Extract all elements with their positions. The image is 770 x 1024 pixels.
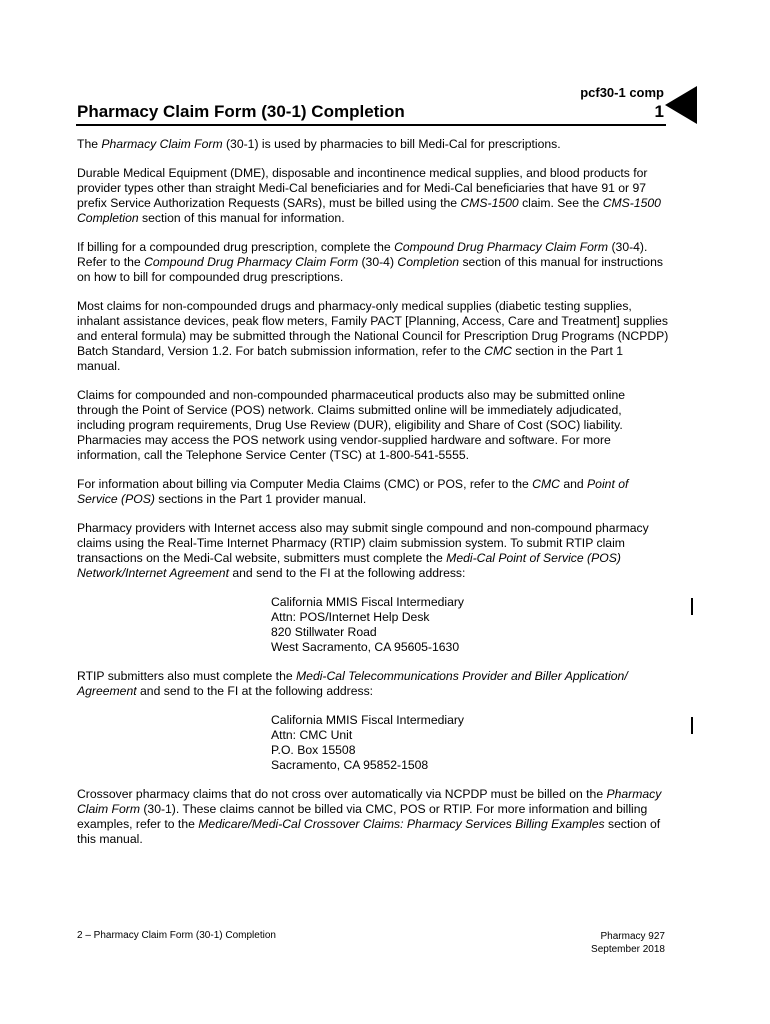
text-span: Most claims for non-compounded drugs and pharmacy-only medical supplies (diabetic testing supplies, inhalant assistance devices, peak flow meters, Family PACT [Planning, Access, Care and Treatment] supplies and enteral formula) may be submitted through the National Council for Prescription Drug Programs (NCPDP) Batch Standard, Version 1.2. For batch submission information, refer to the xyxy=(77,299,669,358)
footer-page-info xyxy=(520,930,665,956)
italic-span: Compound Drug Pharmacy Claim Form xyxy=(144,255,359,269)
body-text xyxy=(77,137,669,861)
footer-page-number: Pharmacy 927 xyxy=(600,931,665,942)
text-span: (30-1). These claims cannot be billed via CMC, POS or RTIP. For more information and billing examples, refer to the xyxy=(77,802,648,831)
italic-span: Medi-Cal Telecommunications Provider and Biller Application/ Agreement xyxy=(77,669,628,698)
address-line: West Sacramento, CA 95605-1630 xyxy=(271,640,460,654)
text-span: and send to the FI at the following address: xyxy=(228,566,466,580)
italic-span: Medi-Cal Point of Service (POS) Network/Internet Agreement xyxy=(77,551,621,580)
text-span: Durable Medical Equipment (DME), disposable and incontinence medical supplies, and blood products for provider types other than straight Medi-Cal beneficiaries and for Medi-Cal beneficiaries that have 91 or 97 prefix Service Authorization Requests (SARs), must be billed using the xyxy=(77,166,648,210)
text-span: claim. See the xyxy=(518,196,603,210)
change-bar xyxy=(691,717,693,734)
text-span: section of this manual for instructions on how to bill for compounded drug prescriptions. xyxy=(77,255,663,284)
paragraph-rtip xyxy=(77,521,669,581)
title-rule xyxy=(76,124,666,126)
text-span: The xyxy=(77,137,102,151)
text-span: and send to the FI at the following address: xyxy=(136,684,374,698)
italic-span: Compound Drug Pharmacy Claim Form xyxy=(394,240,609,254)
text-span: section in the Part 1 manual. xyxy=(77,344,624,373)
italic-span: CMC xyxy=(484,344,512,358)
paragraph-telecom xyxy=(77,669,669,699)
text-span: section of this manual for information. xyxy=(138,211,345,225)
address-line: California MMIS Fiscal Intermediary xyxy=(271,595,465,609)
change-bar xyxy=(691,598,693,615)
italic-span: CMC xyxy=(532,477,560,491)
paragraph-pos: Claims for compounded and non-compounded pharmaceutical products also may be submitted online through the Point of Service (POS) network. Claims submitted online will be immediately adjudicated, including program requirements, Drug Use Review (DUR), eligibility and Share of Cost (SOC) liability. Pharmacies may access the POS network using vendor-supplied hardware and software. For more information, call the Telephone Service Center (TSC) at 1-800-541-5555. xyxy=(77,388,626,462)
text-span: For information about billing via Computer Media Claims (CMC) or POS, refer to the xyxy=(77,477,533,491)
italic-span: Completion xyxy=(397,255,460,269)
text-span: If billing for a compounded drug prescription, complete the xyxy=(77,240,395,254)
address-line: Attn: CMC Unit xyxy=(271,728,353,742)
text-span: Pharmacy providers with Internet access also may submit single compound and non-compound pharmacy claims using the Real-Time Internet Pharmacy (RTIP) claim submission system. To submit RTIP claim transactions on the Medi-Cal website, submitters must complete the xyxy=(77,521,649,565)
italic-span: Pharmacy Claim Form xyxy=(77,787,662,816)
text-span: and xyxy=(559,477,588,491)
text-span: RTIP submitters also must complete the xyxy=(77,669,297,683)
paragraph-crossover xyxy=(77,787,669,847)
paragraph-dme xyxy=(77,166,669,226)
page-tab-arrow-icon xyxy=(665,86,697,124)
text-span: sections in the Part 1 provider manual. xyxy=(154,492,367,506)
text-span: (30-4) xyxy=(358,255,398,269)
text-span: section of this manual. xyxy=(77,817,661,846)
text-span: (30-4). Refer to the xyxy=(77,240,648,269)
footer-date: September 2018 xyxy=(591,944,665,955)
italic-span: CMS-1500 Completion xyxy=(77,196,661,225)
address-line: California MMIS Fiscal Intermediary xyxy=(271,713,465,727)
italic-span: Medicare/Medi-Cal Crossover Claims: Pharmacy Services Billing Examples xyxy=(198,817,605,831)
italic-span: Pharmacy Claim Form xyxy=(101,137,223,151)
paragraph-intro xyxy=(77,137,669,152)
address-line: 820 Stillwater Road xyxy=(271,625,377,639)
text-span: (30-1) is used by pharmacies to bill Medi-Cal for prescriptions. xyxy=(222,137,561,151)
address-pos-help-desk xyxy=(271,595,669,655)
section-number: 1 xyxy=(654,102,664,121)
italic-span: Point of Service (POS) xyxy=(77,477,629,506)
paragraph-cmc xyxy=(77,477,669,507)
address-line: Attn: POS/Internet Help Desk xyxy=(271,610,430,624)
italic-span: CMS-1500 xyxy=(460,196,519,210)
paragraph-compound xyxy=(77,240,669,285)
section-code: pcf30-1 comp xyxy=(580,85,664,100)
paragraph-ncpdp xyxy=(77,299,669,374)
page-title: Pharmacy Claim Form (30-1) Completion xyxy=(77,102,405,121)
address-cmc-unit xyxy=(271,713,669,773)
address-line: Sacramento, CA 95852-1508 xyxy=(271,758,429,772)
text-span: Crossover pharmacy claims that do not cross over automatically via NCPDP must be billed on the xyxy=(77,787,607,801)
footer-section-title: 2 – Pharmacy Claim Form (30-1) Completion xyxy=(77,930,276,941)
address-line: P.O. Box 15508 xyxy=(271,743,356,757)
